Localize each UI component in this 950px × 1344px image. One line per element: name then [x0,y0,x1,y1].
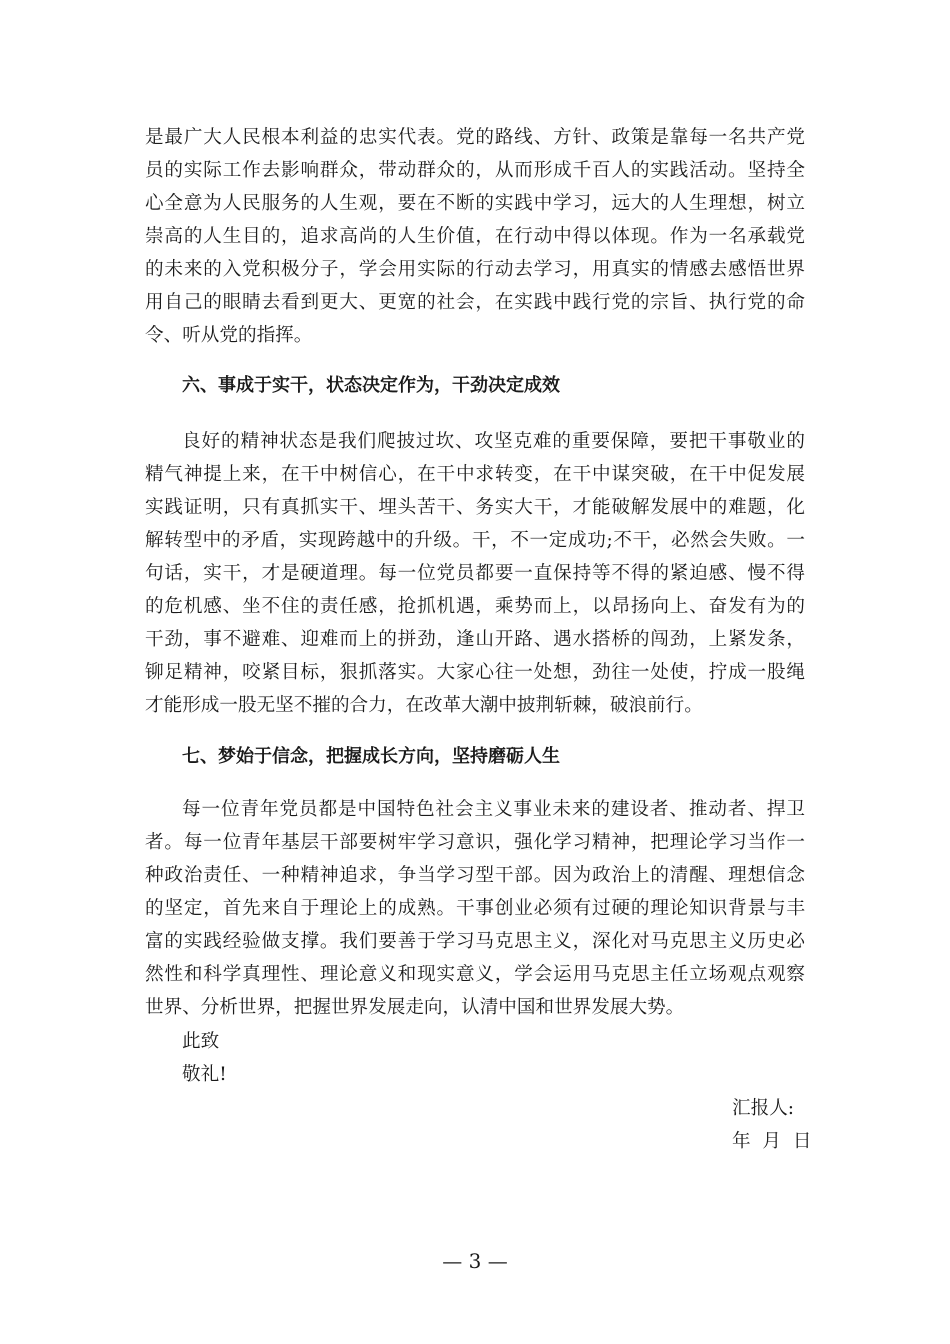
paragraph-line: 解转型中的矛盾，实现跨越中的升级。干，不一定成功;不干，必然会失败。一 [145,530,805,551]
paragraph-line: 心全意为人民服务的人生观，要在不断的实践中学习，远大的人生理想，树立 [145,193,805,214]
date-label: 年 月 日 [732,1131,812,1152]
paragraph-line: 的坚定，首先来自于理论上的成熟。干事创业必须有过硬的理论知识背景与丰 [145,898,805,919]
paragraph-line: 实践证明，只有真抓实干、埋头苦干、务实大干，才能破解发展中的难题，化 [145,497,805,518]
reporter-label: 汇报人: [732,1098,795,1119]
paragraph-line: 世界、分析世界，把握世界发展走向，认清中国和世界发展大势。 [145,997,685,1018]
paragraph-line: 每一位青年党员都是中国特色社会主义事业未来的建设者、推动者、捍卫 [182,799,805,820]
paragraph-line: 是最广大人民根本利益的忠实代表。党的路线、方针、政策是靠每一名共产党 [145,127,805,148]
salutation-jing-li: 敬礼! [182,1064,227,1085]
paragraph-line: 种政治责任、一种精神追求，争当学习型干部。因为政治上的清醒、理想信念 [145,865,805,886]
paragraph-line: 的未来的入党积极分子，学会用实际的行动去学习，用真实的情感去感悟世界 [145,259,805,280]
paragraph-line: 干劲，事不避难、迎难而上的拼劲，逢山开路、遇水搭桥的闯劲，上紧发条， [145,629,805,650]
paragraph-line: 的危机感、坐不住的责任感，抢抓机遇，乘势而上，以昂扬向上、奋发有为的 [145,596,805,617]
section-heading: 六、事成于实干，状态决定作为，干劲决定成效 [182,375,560,396]
salutation-ci-zhi: 此致 [182,1031,220,1052]
section-heading: 七、梦始于信念，把握成长方向，坚持磨砺人生 [182,746,560,767]
paragraph-line: 崇高的人生目的，追求高尚的人生价值，在行动中得以体现。作为一名承载党 [145,226,805,247]
page-number: — 3 — [442,1249,508,1273]
paragraph-line: 良好的精神状态是我们爬披过坎、攻坚克难的重要保障，要把干事敬业的 [182,431,805,452]
paragraph-line: 句话，实干，才是硬道理。每一位党员都要一直保持等不得的紧迫感、慢不得 [145,563,805,584]
paragraph-line: 才能形成一股无坚不摧的合力，在改革大潮中披荆斩棘，破浪前行。 [145,695,703,716]
paragraph-line: 者。每一位青年基层干部要树牢学习意识，强化学习精神，把理论学习当作一 [145,832,805,853]
paragraph-line: 铆足精神，咬紧目标，狠抓落实。大家心往一处想，劲往一处使，拧成一股绳 [145,662,805,683]
paragraph-line: 然性和科学真理性、理论意义和现实意义，学会运用马克思主任立场观点观察 [145,964,805,985]
paragraph-line: 员的实际工作去影响群众，带动群众的，从而形成千百人的实践活动。坚持全 [145,160,805,181]
paragraph-line: 令、听从党的指挥。 [145,325,313,346]
paragraph-line: 精气神提上来，在干中树信心，在干中求转变，在干中谋突破，在干中促发展 [145,464,805,485]
paragraph-line: 富的实践经验做支撑。我们要善于学习马克思主义，深化对马克思主义历史必 [145,931,805,952]
paragraph-line: 用自己的眼睛去看到更大、更宽的社会，在实践中践行党的宗旨、执行党的命 [145,292,805,313]
